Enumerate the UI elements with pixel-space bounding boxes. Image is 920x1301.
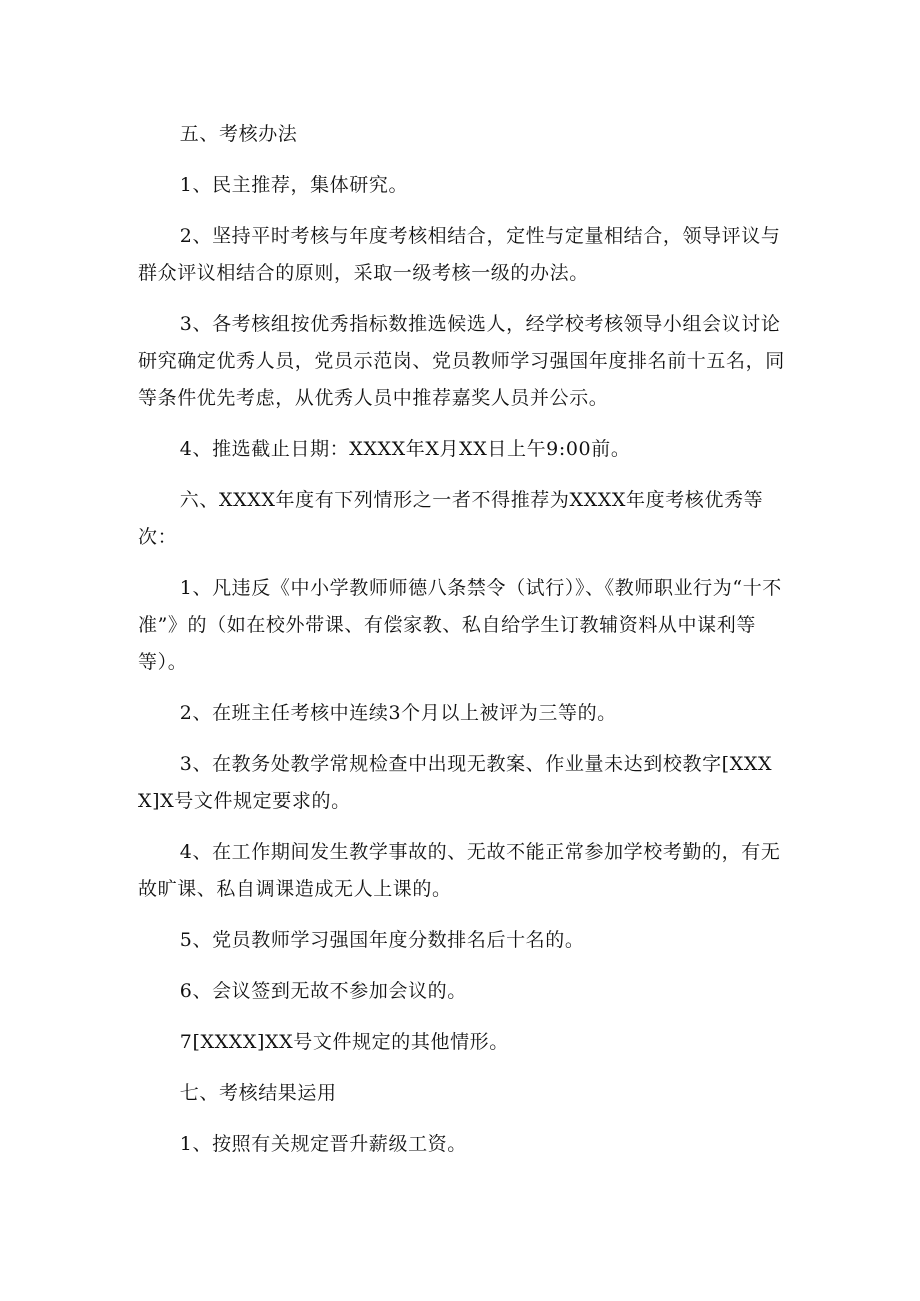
paragraph-item: 1、凡违反《中小学教师师德八条禁令（试行）》、《教师职业行为“十不准”》的（如在校外带课、有偿家教、私自给学生订教辅资料从中谋利等等）。 (138, 577, 782, 673)
paragraph-item: 1、按照有关规定晋升薪级工资。 (179, 1133, 467, 1155)
section-heading-result-use: 七、考核结果运用 (179, 1082, 337, 1104)
paragraph-item: 1、民主推荐，集体研究。 (179, 174, 409, 196)
paragraph-item: 3、在教务处教学常规检查中出现无教案、作业量未达到校教字[XXXX]X号文件规定要求的。 (138, 753, 773, 812)
document-body (138, 116, 788, 1163)
paragraph-item: 5、党员教师学习强国年度分数排名后十名的。 (179, 929, 585, 951)
paragraph-item: 7[XXXX]XX号文件规定的其他情形。 (179, 1031, 509, 1053)
section-heading-assessment-method: 五、考核办法 (179, 123, 298, 145)
paragraph-item: 4、在工作期间发生教学事故的、无故不能正常参加学校考勤的，有无故旷课、私自调课造成无人上课的。 (138, 841, 781, 900)
paragraph-item: 6、会议签到无故不参加会议的。 (179, 980, 467, 1002)
paragraph-item: 4、推选截止日期：XXXX年X月XX日上午9:00前。 (179, 438, 631, 460)
paragraph-item: 2、在班主任考核中连续3个月以上被评为三等的。 (179, 702, 617, 724)
paragraph-item: 3、各考核组按优秀指标数推选候选人，经学校考核领导小组会议讨论研究确定优秀人员，党员示范岗、党员教师学习强国年度排名前十五名，同等条件优先考虑，从优秀人员中推荐嘉奖人员并公示。 (138, 313, 785, 409)
section-heading-exclusions: 六、XXXX年度有下列情形之一者不得推荐为XXXX年度考核优秀等次： (138, 489, 764, 548)
paragraph-item: 2、坚持平时考核与年度考核相结合，定性与定量相结合，领导评议与群众评议相结合的原则，采取一级考核一级的办法。 (138, 225, 781, 284)
